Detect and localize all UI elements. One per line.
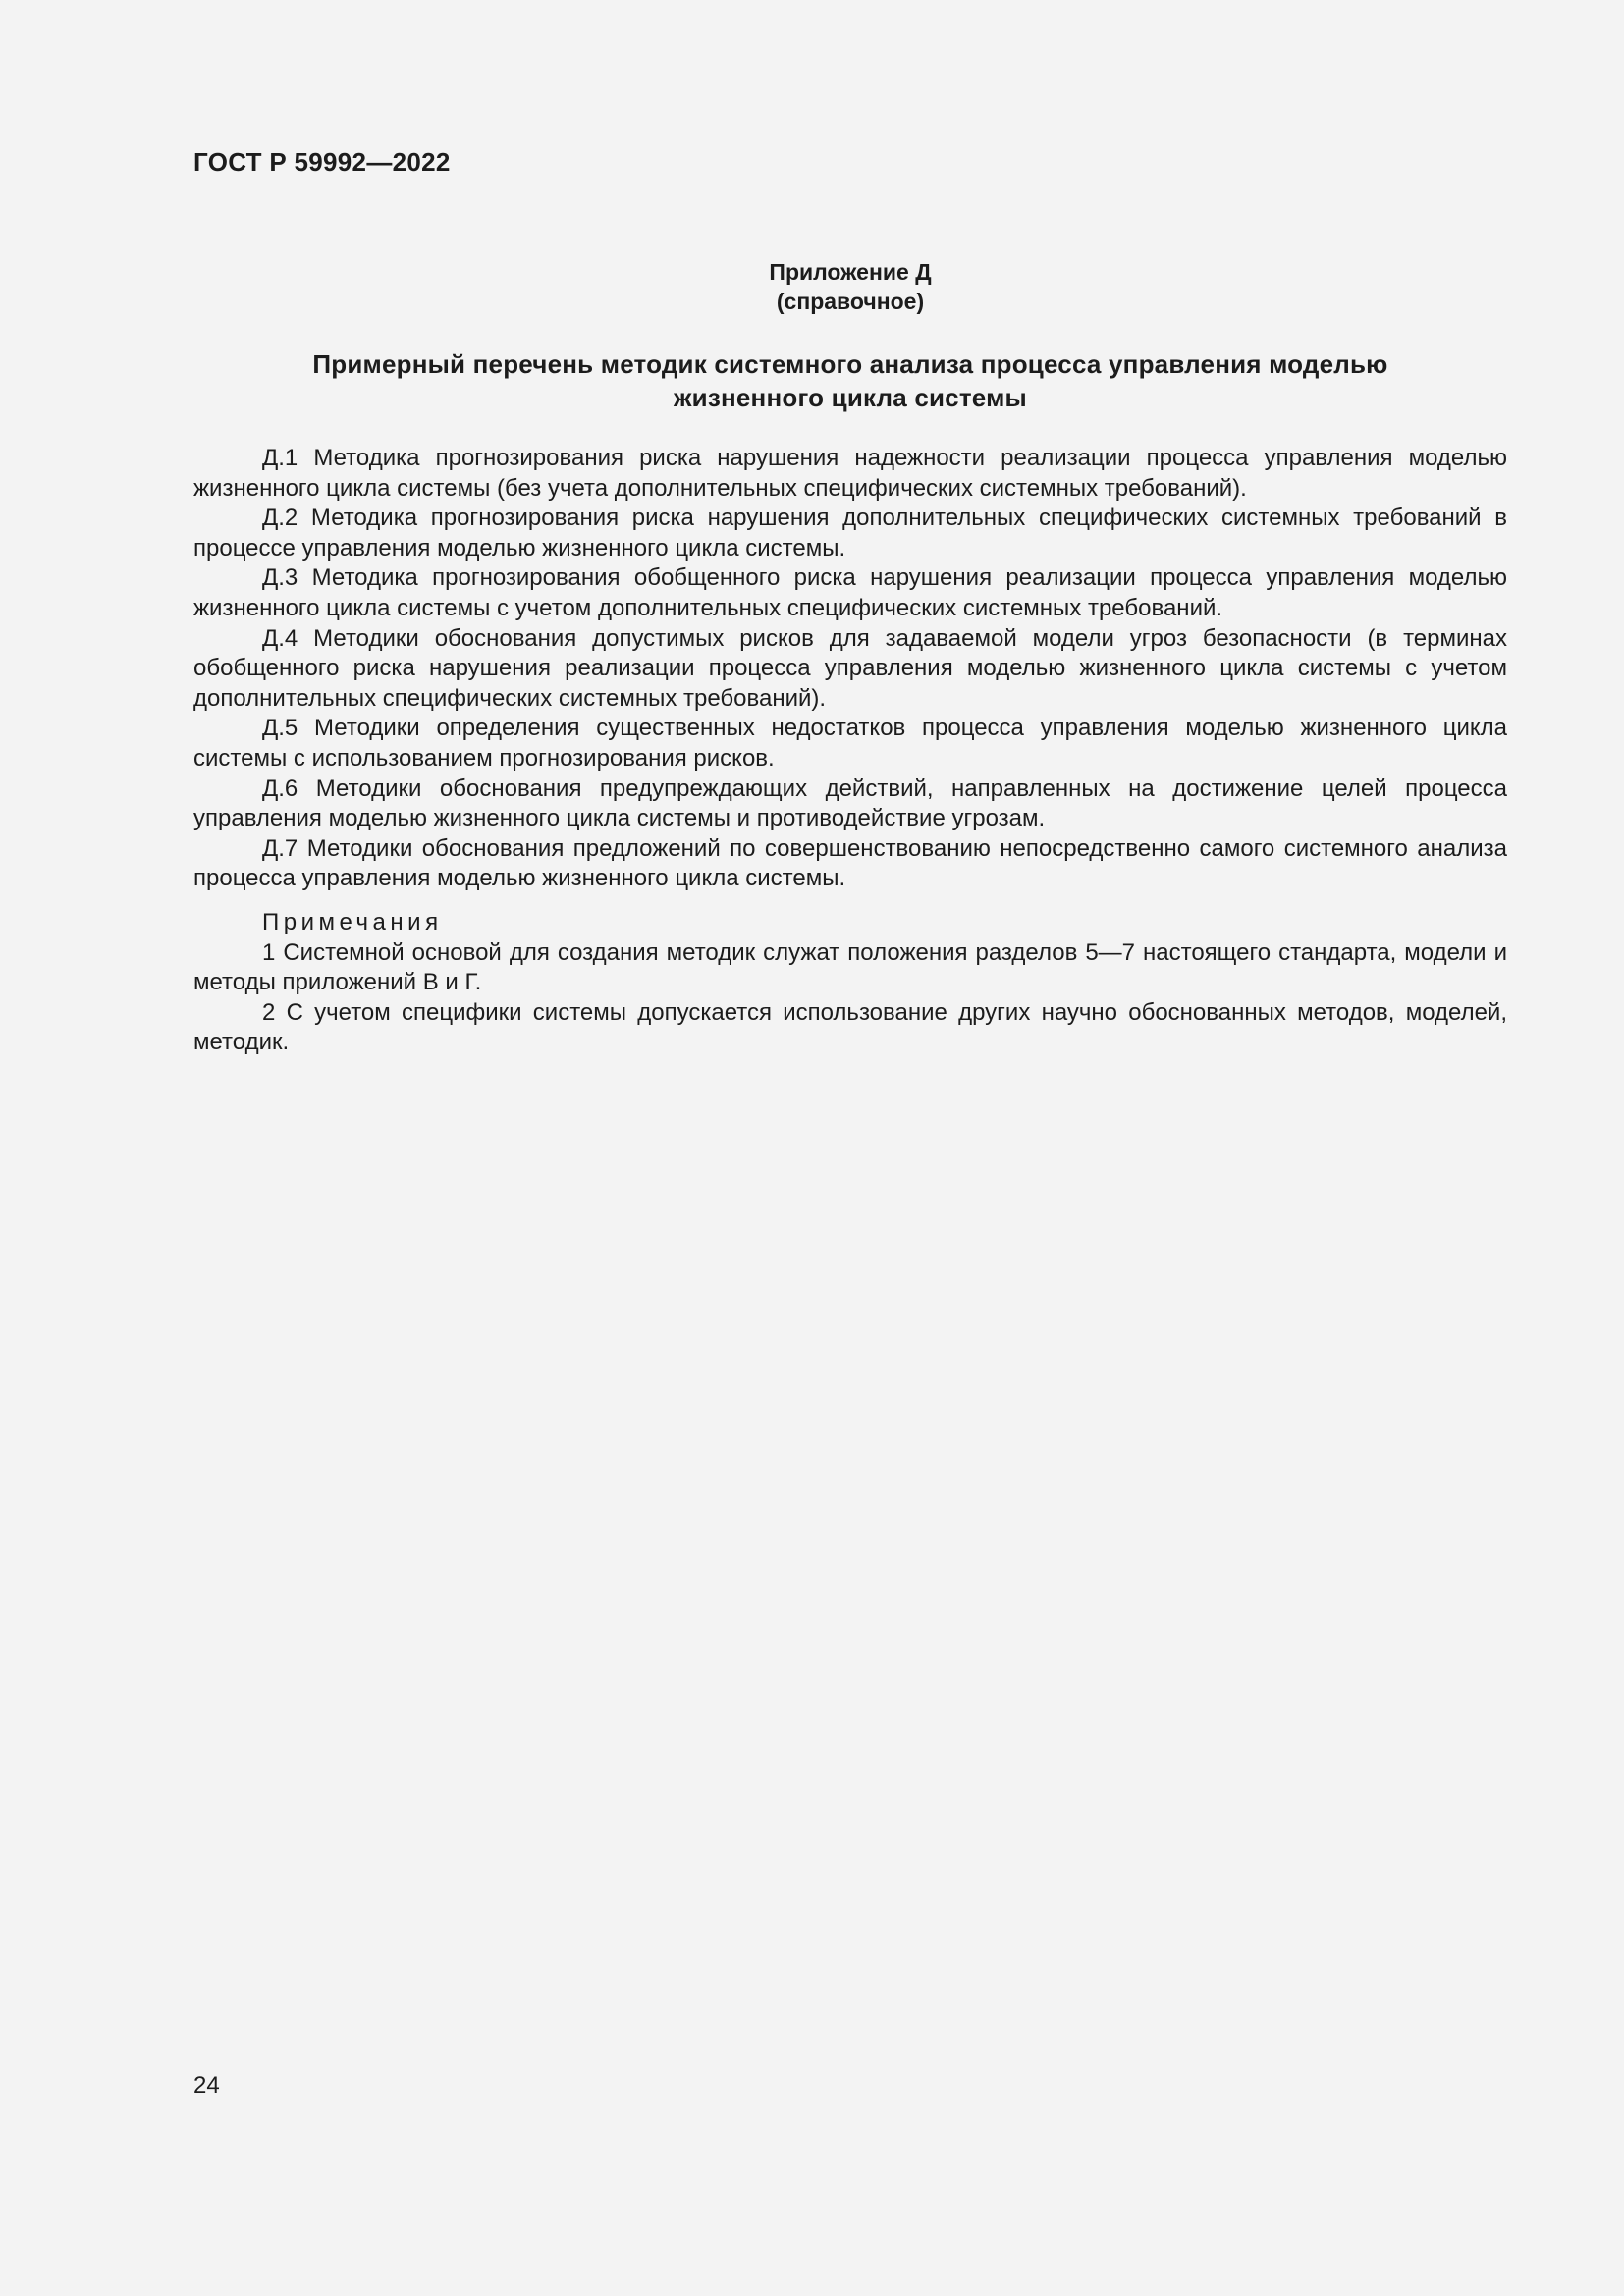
document-page bbox=[193, 145, 1507, 1058]
list-item: Д.7 Методики обоснования предложений по совершенствованию непосредственно самого системного анализа процесса управления моделью жизненного цикла системы. bbox=[193, 834, 1507, 892]
appendix-heading bbox=[193, 257, 1507, 316]
list-item: Д.3 Методика прогнозирования обобщенного риска нарушения реализации процесса управления моделью жизненного цикла системы с учетом дополнительных специфических системных требований. bbox=[193, 564, 1507, 621]
list-item: Д.5 Методики определения существенных недостатков процесса управления моделью жизненного цикла системы с использованием прогнозирования рисков. bbox=[193, 715, 1507, 772]
list-item: Д.6 Методики обоснования предупреждающих действий, направленных на достижение целей процесса управления моделью жизненного цикла системы и противодействие угрозам. bbox=[193, 774, 1507, 832]
appendix-title-line-1: Примерный перечень методик системного анализа процесса управления моделью bbox=[312, 349, 1388, 379]
page-number: 24 bbox=[193, 2072, 220, 2099]
note-item: 1 Системной основой для создания методик служат положения разделов 5—7 настоящего стандарта, модели и методы приложений В и Г. bbox=[193, 938, 1507, 996]
list-item: Д.1 Методика прогнозирования риска нарушения надежности реализации процесса управления моделью жизненного цикла системы (без учета дополнительных специфических системных требований). bbox=[193, 445, 1507, 502]
note-item: 2 С учетом специфики системы допускается использование других научно обоснованных методов, моделей, методик. bbox=[193, 998, 1507, 1056]
list-item: Д.2 Методика прогнозирования риска нарушения дополнительных специфических системных требований в процессе управления моделью жизненного цикла системы. bbox=[193, 505, 1507, 561]
appendix-title-line-2: жизненного цикла системы bbox=[674, 383, 1027, 412]
methods-list bbox=[193, 444, 1507, 894]
appendix-title bbox=[193, 347, 1507, 414]
document-code: ГОСТ Р 59992—2022 bbox=[193, 147, 451, 177]
list-item: Д.4 Методики обоснования допустимых рисков для задаваемой модели угроз безопасности (в терминах обобщенного риска нарушения реализации процесса управления моделью жизненного цикла системы с учетом дополнительных специфических системных требований). bbox=[193, 624, 1507, 712]
appendix-label: Приложение Д bbox=[769, 259, 932, 285]
notes-section bbox=[193, 908, 1507, 1058]
notes-label: Примечания bbox=[262, 908, 443, 935]
appendix-type: (справочное) bbox=[776, 289, 925, 314]
